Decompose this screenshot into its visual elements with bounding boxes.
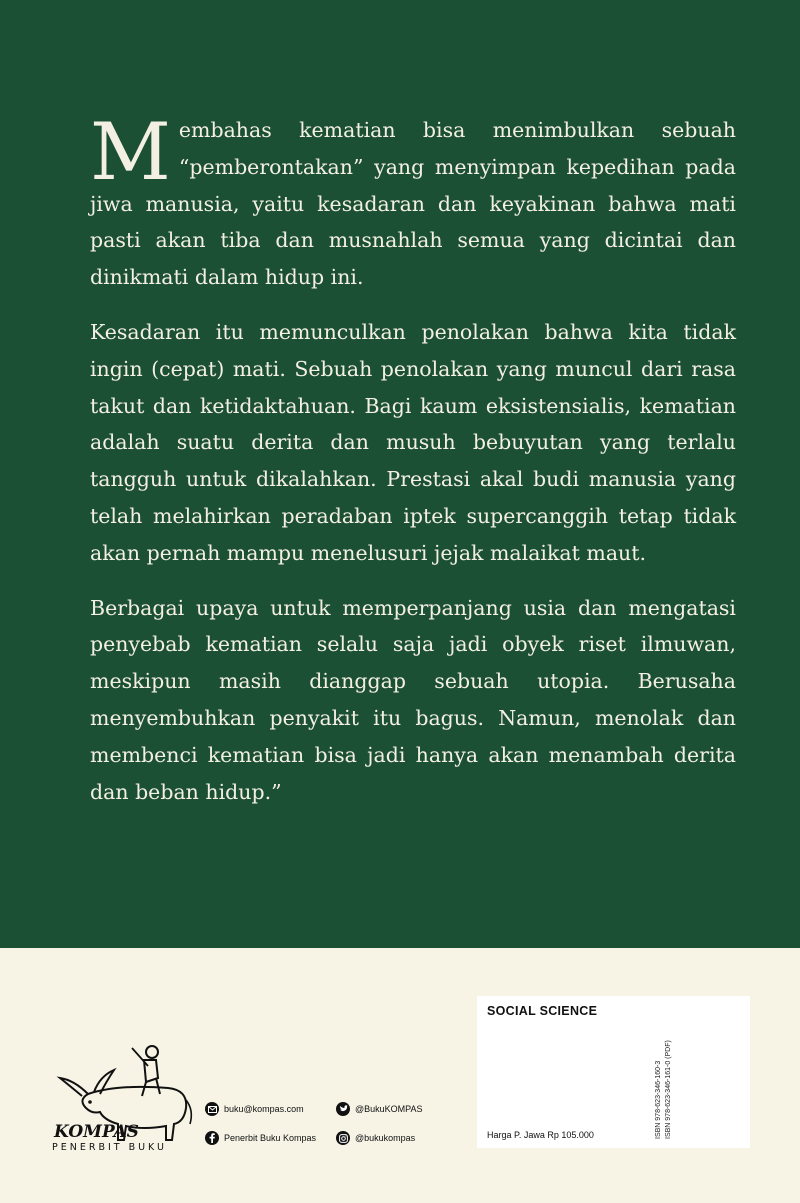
twitter-contact	[336, 1102, 423, 1116]
isbn-print: ISBN 978-623-346-160-3	[655, 1060, 662, 1139]
price-label: Harga P. Jawa Rp 105.000	[487, 1130, 594, 1140]
twitter-text: @BukuKOMPAS	[355, 1104, 423, 1114]
cream-panel	[0, 948, 800, 1203]
blurb-paragraph-3: Berbagai upaya untuk memperpanjang usia dan mengatasi penyebab kematian selalu saja jadi obyek riset ilmuwan, meskipun masih dianggap sebuah utopia. Berusaha menyembuhkan penyakit itu bagus. Namun, menolak dan membenci kematian bisa jadi hanya akan menambah derita dan beban hidup.”	[90, 595, 736, 804]
isbn-pdf: ISBN 978-623-346-161-0 (PDF)	[665, 1040, 672, 1139]
email-text: buku@kompas.com	[224, 1104, 304, 1114]
instagram-text: @bukukompas	[355, 1133, 416, 1143]
email-icon	[205, 1102, 219, 1116]
blurb-paragraph-2: Kesadaran itu memunculkan penolakan bahwa kita tidak ingin (cepat) mati. Sebuah penolakan yang muncul dari rasa takut dan ketidaktahuan. Bagi kaum eksistensialis, kematian adalah suatu derita dan musuh bebuyutan yang terlalu tangguh untuk dikalahkan. Prestasi akal budi manusia yang telah melahirkan peradaban iptek supercanggih tetap tidak akan pernah mampu menelusuri jejak malaikat maut.	[90, 319, 736, 565]
publisher-name: KOMPAS	[54, 1122, 139, 1142]
instagram-contact	[336, 1131, 415, 1145]
blurb-paragraph-1	[90, 106, 736, 296]
barcode-box	[477, 996, 750, 1148]
instagram-icon	[336, 1131, 350, 1145]
isbn-block	[654, 1040, 674, 1139]
facebook-icon	[205, 1131, 219, 1145]
facebook-contact	[205, 1131, 316, 1145]
publisher-subtitle: PENERBIT BUKU	[52, 1142, 167, 1153]
genre-label: SOCIAL SCIENCE	[487, 1004, 598, 1018]
email-contact	[205, 1102, 304, 1116]
drop-cap: M	[90, 106, 171, 198]
facebook-text: Penerbit Buku Kompas	[224, 1133, 317, 1143]
blurb	[90, 106, 736, 828]
twitter-icon	[336, 1102, 350, 1116]
blurb-paragraph-1-text: embahas kematian bisa menimbulkan sebuah “pemberontakan” yang menyimpan kepedihan pada jiwa manusia, yaitu kesadaran dan keyakinan bahwa mati pasti akan tiba dan musnahlah semua yang dicintai dan dinikmati dalam hidup ini.	[90, 118, 736, 290]
